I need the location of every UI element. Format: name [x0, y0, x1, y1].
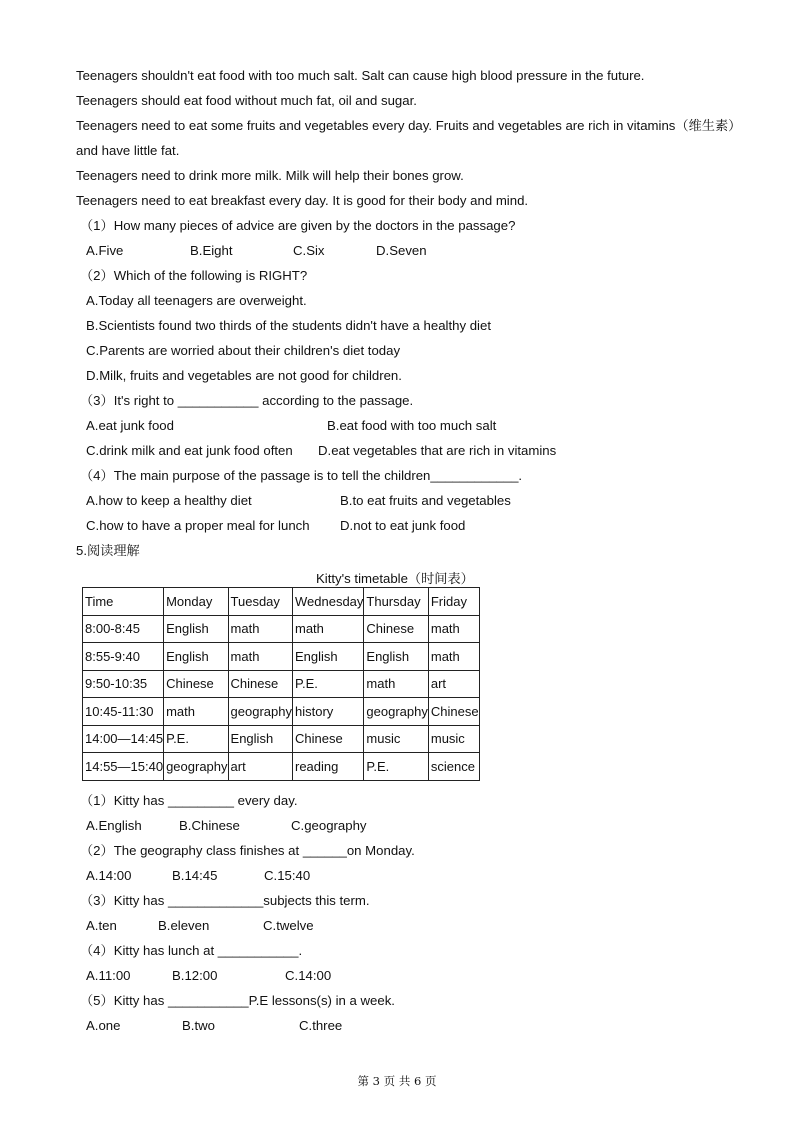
- table-cell: math: [228, 643, 292, 671]
- table-cell: 14:00—14:45: [83, 725, 164, 753]
- answer-option: C.Parents are worried about their children's diet today: [86, 343, 401, 358]
- table-cell: geography: [364, 698, 428, 726]
- table-cell: P.E.: [164, 725, 228, 753]
- answer-option: B.14:45: [172, 868, 218, 883]
- answer-option: D.not to eat junk food: [340, 518, 466, 533]
- table-header-cell: Wednesday: [292, 588, 363, 616]
- table-cell: P.E.: [364, 753, 428, 781]
- table-cell: math: [428, 615, 479, 643]
- table-cell: geography: [228, 698, 292, 726]
- answer-option: B.Eight: [190, 243, 233, 258]
- passage-line: Teenagers need to eat breakfast every day. It is good for their body and mind.: [76, 193, 529, 208]
- question-stem: （3）Kitty has _____________subjects this term.: [80, 893, 370, 908]
- question-stem: （4）The main purpose of the passage is to tell the children____________.: [80, 468, 523, 483]
- answer-option: B.eleven: [158, 918, 210, 933]
- table-cell: math: [164, 698, 228, 726]
- answer-option: A.English: [86, 818, 142, 833]
- answer-option: C.14:00: [285, 968, 332, 983]
- answer-option: A.Five: [86, 243, 124, 258]
- table-cell: 9:50-10:35: [83, 670, 164, 698]
- table-cell: math: [428, 643, 479, 671]
- answer-option: B.to eat fruits and vegetables: [340, 493, 511, 508]
- table-header-cell: Friday: [428, 588, 479, 616]
- question-stem: （2）Which of the following is RIGHT?: [80, 268, 308, 283]
- table-caption: Kitty's timetable（时间表）: [316, 571, 474, 586]
- passage-line: Teenagers should eat food without much fat, oil and sugar.: [76, 93, 417, 108]
- table-cell: music: [428, 725, 479, 753]
- table-header-cell: Monday: [164, 588, 228, 616]
- passage-line: and have little fat.: [76, 143, 180, 158]
- table-cell: English: [292, 643, 363, 671]
- answer-option: C.geography: [291, 818, 367, 833]
- table-row: [83, 753, 480, 781]
- answer-option: B.12:00: [172, 968, 218, 983]
- table-cell: history: [292, 698, 363, 726]
- passage-line: Teenagers shouldn't eat food with too much salt. Salt can cause high blood pressure in the future.: [76, 68, 645, 83]
- table-cell: math: [292, 615, 363, 643]
- answer-option: C.twelve: [263, 918, 314, 933]
- answer-option: C.how to have a proper meal for lunch: [86, 518, 310, 533]
- timetable: [82, 587, 480, 781]
- answer-option: A.Today all teenagers are overweight.: [86, 293, 307, 308]
- table-header-row: [83, 588, 480, 616]
- answer-option: B.Chinese: [179, 818, 240, 833]
- table-row: [83, 670, 480, 698]
- table-cell: English: [164, 643, 228, 671]
- table-cell: 10:45-11:30: [83, 698, 164, 726]
- table-cell: art: [428, 670, 479, 698]
- answer-option: D.Seven: [376, 243, 427, 258]
- answer-option: A.eat junk food: [86, 418, 174, 433]
- table-header-cell: Thursday: [364, 588, 428, 616]
- answer-option: B.Scientists found two thirds of the students didn't have a healthy diet: [86, 318, 491, 333]
- table-cell: Chinese: [428, 698, 479, 726]
- table-cell: math: [228, 615, 292, 643]
- table-cell: Chinese: [292, 725, 363, 753]
- answer-option: A.one: [86, 1018, 121, 1033]
- answer-option: D.eat vegetables that are rich in vitamins: [318, 443, 557, 458]
- answer-option: C.Six: [293, 243, 325, 258]
- question-stem: （5）Kitty has ___________P.E lessons(s) in a week.: [80, 993, 395, 1008]
- passage-line: Teenagers need to drink more milk. Milk will help their bones grow.: [76, 168, 464, 183]
- table-cell: Chinese: [228, 670, 292, 698]
- page-footer: 第 3 页 共 6 页: [357, 1074, 437, 1088]
- answer-option: C.drink milk and eat junk food often: [86, 443, 293, 458]
- question-stem: （2）The geography class finishes at ______on Monday.: [80, 843, 415, 858]
- question-stem: （4）Kitty has lunch at ___________.: [80, 943, 303, 958]
- answer-option: B.two: [182, 1018, 215, 1033]
- answer-option: C.15:40: [264, 868, 311, 883]
- table-cell: art: [228, 753, 292, 781]
- table-cell: reading: [292, 753, 363, 781]
- table-row: [83, 615, 480, 643]
- table-cell: 8:00-8:45: [83, 615, 164, 643]
- passage-line: Teenagers need to eat some fruits and vegetables every day. Fruits and vegetables are rich in vitamins（维生素）: [76, 118, 742, 133]
- answer-option: B.eat food with too much salt: [327, 418, 497, 433]
- table-cell: math: [364, 670, 428, 698]
- section-heading: 5.阅读理解: [76, 543, 140, 558]
- question-stem: （1）How many pieces of advice are given by the doctors in the passage?: [80, 218, 516, 233]
- table-cell: 8:55-9:40: [83, 643, 164, 671]
- answer-option: A.11:00: [86, 968, 131, 983]
- table-cell: Chinese: [164, 670, 228, 698]
- answer-option: A.ten: [86, 918, 117, 933]
- answer-option: A.how to keep a healthy diet: [86, 493, 252, 508]
- table-cell: P.E.: [292, 670, 363, 698]
- table-row: [83, 643, 480, 671]
- answer-option: A.14:00: [86, 868, 132, 883]
- table-cell: 14:55—15:40: [83, 753, 164, 781]
- table-row: [83, 725, 480, 753]
- table-cell: Chinese: [364, 615, 428, 643]
- table-cell: English: [228, 725, 292, 753]
- table-cell: English: [364, 643, 428, 671]
- question-stem: （3）It's right to ___________ according to the passage.: [80, 393, 414, 408]
- table-cell: geography: [164, 753, 228, 781]
- table-cell: music: [364, 725, 428, 753]
- table-row: [83, 698, 480, 726]
- table-header-cell: Time: [83, 588, 164, 616]
- table-cell: science: [428, 753, 479, 781]
- answer-option: C.three: [299, 1018, 343, 1033]
- table-header-cell: Tuesday: [228, 588, 292, 616]
- table-cell: English: [164, 615, 228, 643]
- answer-option: D.Milk, fruits and vegetables are not good for children.: [86, 368, 402, 383]
- question-stem: （1）Kitty has _________ every day.: [80, 793, 298, 808]
